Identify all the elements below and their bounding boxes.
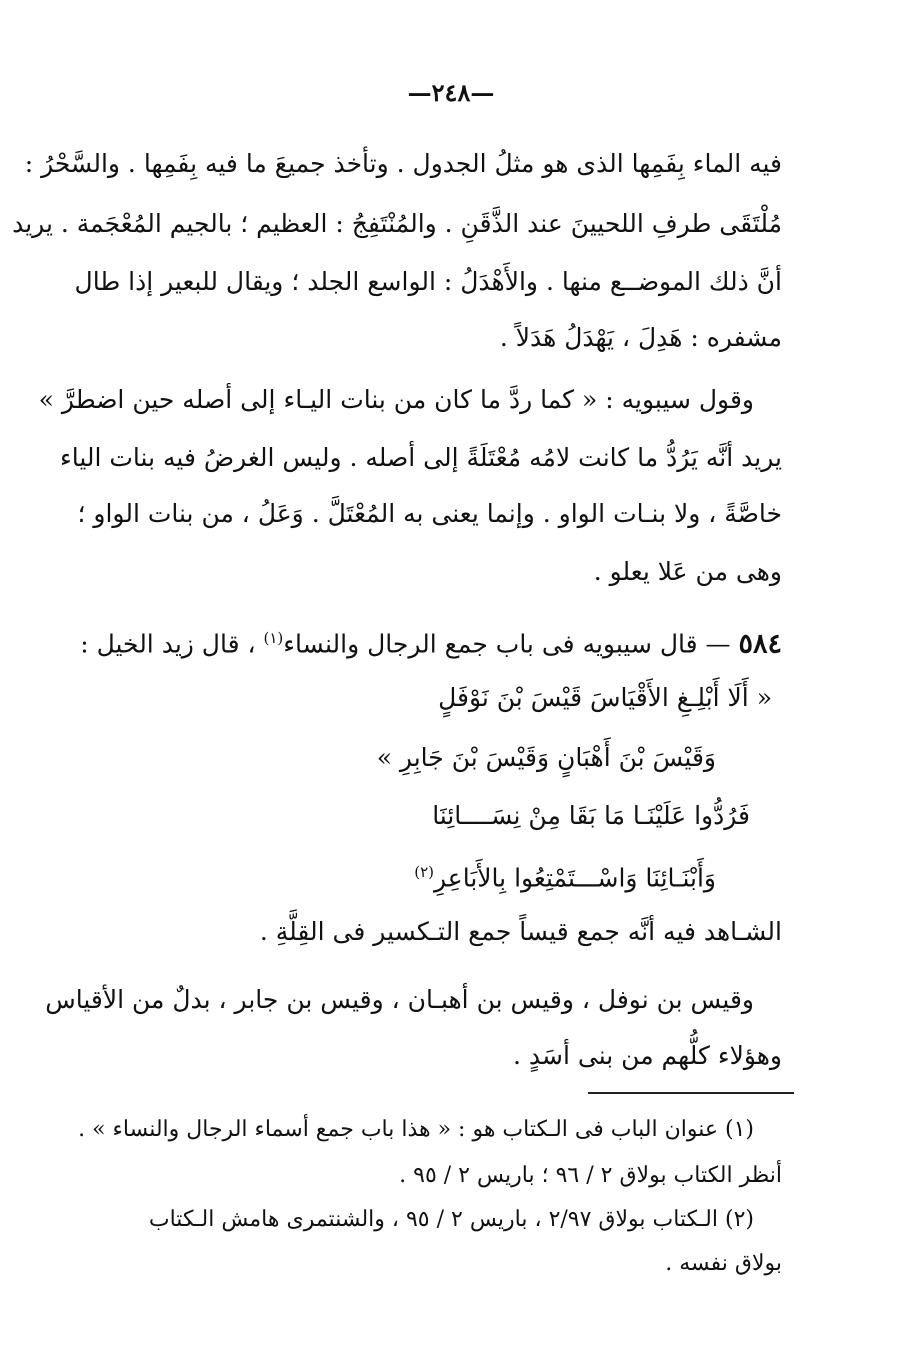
section-dash: — [705, 629, 731, 659]
closing-line-1: وقيس بن نوفل ، وقيس بن أهبـان ، وقيس بن جابر ، بدلٌ من الأقياس [45, 985, 754, 1014]
paragraph1-line-2: مُلْتَقَى طرفِ اللحيينَ عند الذَّقَنِ . والمُنْتَفِجُ : العظيم ؛ بالجيم المُعْجَمة . يريد [12, 209, 782, 238]
section-intro-after: ، قال زيد الخيل : [80, 629, 256, 659]
footnote-ref-1: (١) [263, 629, 284, 647]
paragraph2-line-4: وهى من عَلا يعلو . [593, 557, 782, 586]
footnote-1-line-1: (١) عنوان الباب فى الـكتاب هو : « هذا باب جمع أسماء الرجال والنساء » . [78, 1117, 754, 1142]
section-number: ٥٨٤ [738, 628, 782, 660]
page-number: —٢٤٨— [407, 78, 495, 107]
paragraph2-line-3: خاصَّةً ، ولا بنـات الواو . وإنما يعنى به المُعْتَلَّ . وَعَلُ ، من بنات الواو ؛ [77, 499, 782, 528]
footnote-1-line-2: أنظر الكتاب بولاق ٢ / ٩٦ ؛ باريس ٢ / ٩٥ . [399, 1163, 782, 1188]
verse-1: « أَلَا أَبْلِـغِ الأَقْيَاسَ قَيْسَ بْنَ نَوْفَلٍ [438, 683, 772, 712]
paragraph1-line-3: أنَّ ذلك الموضــع منها . والأَهْدَلُ : الواسع الجلد ؛ ويقال للبعير إذا طال [74, 267, 782, 296]
footnote-separator [588, 1092, 794, 1094]
verse-4-line [414, 852, 716, 898]
footnote-ref-2: (٢) [414, 863, 434, 881]
section-intro: قال سيبويه فى باب جمع الرجال والنساء [283, 629, 698, 659]
closing-line-2: وهؤلاء كلُّهم من بنى أسَدٍ . [513, 1041, 782, 1070]
verse-2: وَقَيْسَ بْنَ أَهْبَانٍ وَقَيْسَ بْنَ جَابِرِ » [376, 743, 716, 772]
witness-line: الشـاهد فيه أنَّه جمع قيساً جمع التـكسير فى القِلَّةِ . [259, 917, 782, 946]
footnote-2-line-2: بولاق نفسه . [665, 1251, 782, 1276]
paragraph1-line-4: مشفره : هَدِلَ ، يَهْدَلُ هَدَلاً . [499, 323, 782, 352]
paragraph1-line-1: فيه الماء بِفَمِها الذى هو مثلُ الجدول . وتأخذ جميعَ ما فيه بِفَمِها . والسَّحْرُ : [24, 149, 782, 178]
section-584-heading [80, 618, 782, 664]
footnote-2-line-1: (٢) الـكتاب بولاق ٢/٩٧ ، باريس ٢ / ٩٥ ، والشنتمرى هامش الـكتاب [148, 1207, 754, 1232]
paragraph2-line-1: وقول سيبويه : « كما ردَّ ما كان من بنات اليـاء إلى أصله حين اضطرَّ » [38, 385, 754, 414]
verse-3: فَرُدُّوا عَلَيْنَـا مَا بَقَا مِنْ نِسَــــائِنَا [432, 801, 750, 830]
paragraph2-line-2: يريد أنَّه يَرُدُّ ما كانت لامُه مُعْتَلَةً إلى أصله . وليس الغرضُ فيه بنات الياء [59, 443, 782, 472]
verse-4: وَأَبْنَـائِنَا وَاسْـــتَمْتِعُوا بِالأَبَاعِرِ [434, 863, 716, 893]
